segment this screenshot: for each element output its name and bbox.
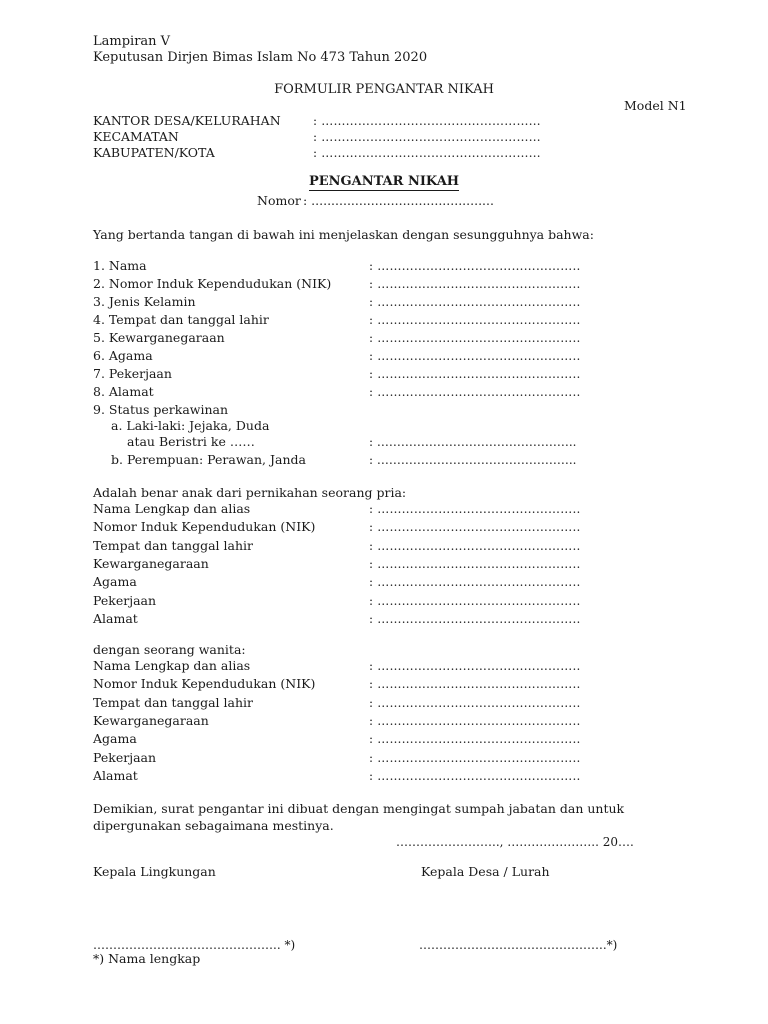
father-field-label: Agama [93,574,137,590]
subject-field-value: : ………………………………………….. [369,331,581,345]
subject-field-value: : ………………………………………….. [369,259,581,273]
father-field-value: : ………………………………………….. [369,611,581,626]
mother-field [0,731,768,747]
father-field [0,611,768,627]
subject-field-label: 2. Nomor Induk Kependudukan (NIK) [93,276,332,291]
mother-field [0,768,768,784]
mother-field [0,676,768,692]
document-title [0,174,768,190]
father-field-label: Alamat [93,610,138,626]
father-field [0,574,768,590]
footnote: *) Nama lengkap [93,951,201,966]
marital-b-value: : ………………………………………….. [369,453,577,467]
father-field [0,556,768,572]
subject-field-label: 6. Agama [93,348,153,363]
father-field [0,519,768,535]
mother-field-label: Alamat [93,767,138,783]
subject-field-value: : ………………………………………….. [369,367,581,381]
marital-b-label: b. Perempuan: Perawan, Janda [111,452,306,467]
father-field-label: Nama Lengkap dan alias [93,501,251,516]
father-field-value: : ………………………………………….. [369,502,581,516]
mother-field-value: : ………………………………………….. [369,750,581,765]
father-field-value: : ………………………………………….. [369,556,581,571]
mother-field-label: Nomor Induk Kependudukan (NIK) [93,676,316,692]
mother-field [0,750,768,766]
right-signature-line: ………………………………………..*) [419,938,618,952]
keputusan-text: Keputusan Dirjen Bimas Islam No 473 Tahun 2020 [93,50,428,65]
subject-field [0,312,768,328]
form-title: FORMULIR PENGANTAR NIKAH [274,82,494,97]
father-field-value: : ………………………………………….. [369,520,581,535]
subject-field-label: 4. Tempat dan tanggal lahir [93,312,269,327]
mother-field-value: : ………………………………………….. [369,659,581,673]
father-field [0,501,768,517]
mother-field-label: Pekerjaan [93,749,157,765]
mother-field-value: : ………………………………………….. [369,768,581,783]
mother-field-value: : ………………………………………….. [369,732,581,747]
subject-field-value: : ………………………………………….. [369,313,581,327]
marital-status-label: 9. Status perkawinan [93,402,229,417]
nomor-label: Nomor [257,193,301,208]
subject-field [0,258,768,274]
mother-field-value: : ………………………………………….. [369,713,581,728]
mother-field-label: Tempat dan tanggal lahir [93,694,253,710]
subject-field [0,384,768,400]
model-label: Model N1 [624,98,687,113]
subject-field-label: 8. Alamat [93,384,154,399]
father-field-value: : ………………………………………….. [369,575,581,590]
father-heading: Adalah benar anak dari pernikahan seorang pria: [93,485,407,500]
subject-field-label: 5. Kewarganegaraan [93,330,225,345]
lampiran-text: Lampiran V [93,34,171,49]
father-field-value: : ………………………………………….. [369,593,581,608]
intro-text: Yang bertanda tangan di bawah ini menjelaskan dengan sesungguhnya bahwa: [93,227,594,242]
office-field-value: : ……………………………………………… [313,114,541,128]
subject-field-label: 7. Pekerjaan [93,366,172,381]
place-date: …………………….., ………………….. 20…. [396,835,634,849]
mother-field-value: : ………………………………………….. [369,695,581,710]
office-field [0,113,768,129]
mother-heading: dengan seorang wanita: [93,642,246,657]
father-field-value: : ………………………………………….. [369,538,581,553]
mother-field [0,658,768,674]
office-field-label: KANTOR DESA/KELURAHAN [93,113,281,128]
left-signatory-title: Kepala Lingkungan [93,864,216,879]
office-field-label: KABUPATEN/KOTA [93,145,215,160]
subject-field [0,366,768,382]
marital-a-value: : ………………………………………….. [369,435,577,449]
office-field [0,145,768,161]
subject-field-value: : ………………………………………….. [369,385,581,399]
mother-field-label: Agama [93,731,137,747]
office-field-label: KECAMATAN [93,129,179,144]
father-field-label: Tempat dan tanggal lahir [93,537,253,553]
subject-field-value: : ………………………………………….. [369,349,581,363]
mother-field-value: : ………………………………………….. [369,677,581,692]
father-field-label: Nomor Induk Kependudukan (NIK) [93,519,316,535]
marital-a-line2: atau Beristri ke …… [127,434,255,449]
subject-field-value: : ………………………………………….. [369,295,581,309]
mother-field [0,713,768,729]
mother-field-label: Nama Lengkap dan alias [93,658,251,673]
father-field-label: Pekerjaan [93,592,157,608]
subject-field [0,294,768,310]
document-title-text: PENGANTAR NIKAH [308,174,460,189]
office-field-value: : ……………………………………………… [313,146,541,160]
subject-field-value: : ………………………………………….. [369,277,581,291]
mother-field [0,695,768,711]
subject-field-label: 3. Jenis Kelamin [93,294,196,309]
closing-line1: Demikian, surat pengantar ini dibuat dengan mengingat sumpah jabatan dan untuk [93,801,625,816]
nomor-value: : .............................................. [303,193,494,208]
father-field [0,593,768,609]
right-signatory-title: Kepala Desa / Lurah [421,864,550,879]
subject-field [0,348,768,364]
subject-field-label: 1. Nama [93,258,147,273]
office-field-value: : ……………………………………………… [313,130,541,144]
subject-field [0,276,768,292]
left-signature-line: ……………………………………….. *) [93,938,296,952]
subject-field [0,330,768,346]
mother-field-label: Kewarganegaraan [93,712,209,728]
office-field [0,129,768,145]
father-field [0,538,768,554]
marital-a-line1: a. Laki-laki: Jejaka, Duda [111,418,270,433]
closing-line2: dipergunakan sebagaimana mestinya. [93,818,334,833]
father-field-label: Kewarganegaraan [93,555,209,571]
